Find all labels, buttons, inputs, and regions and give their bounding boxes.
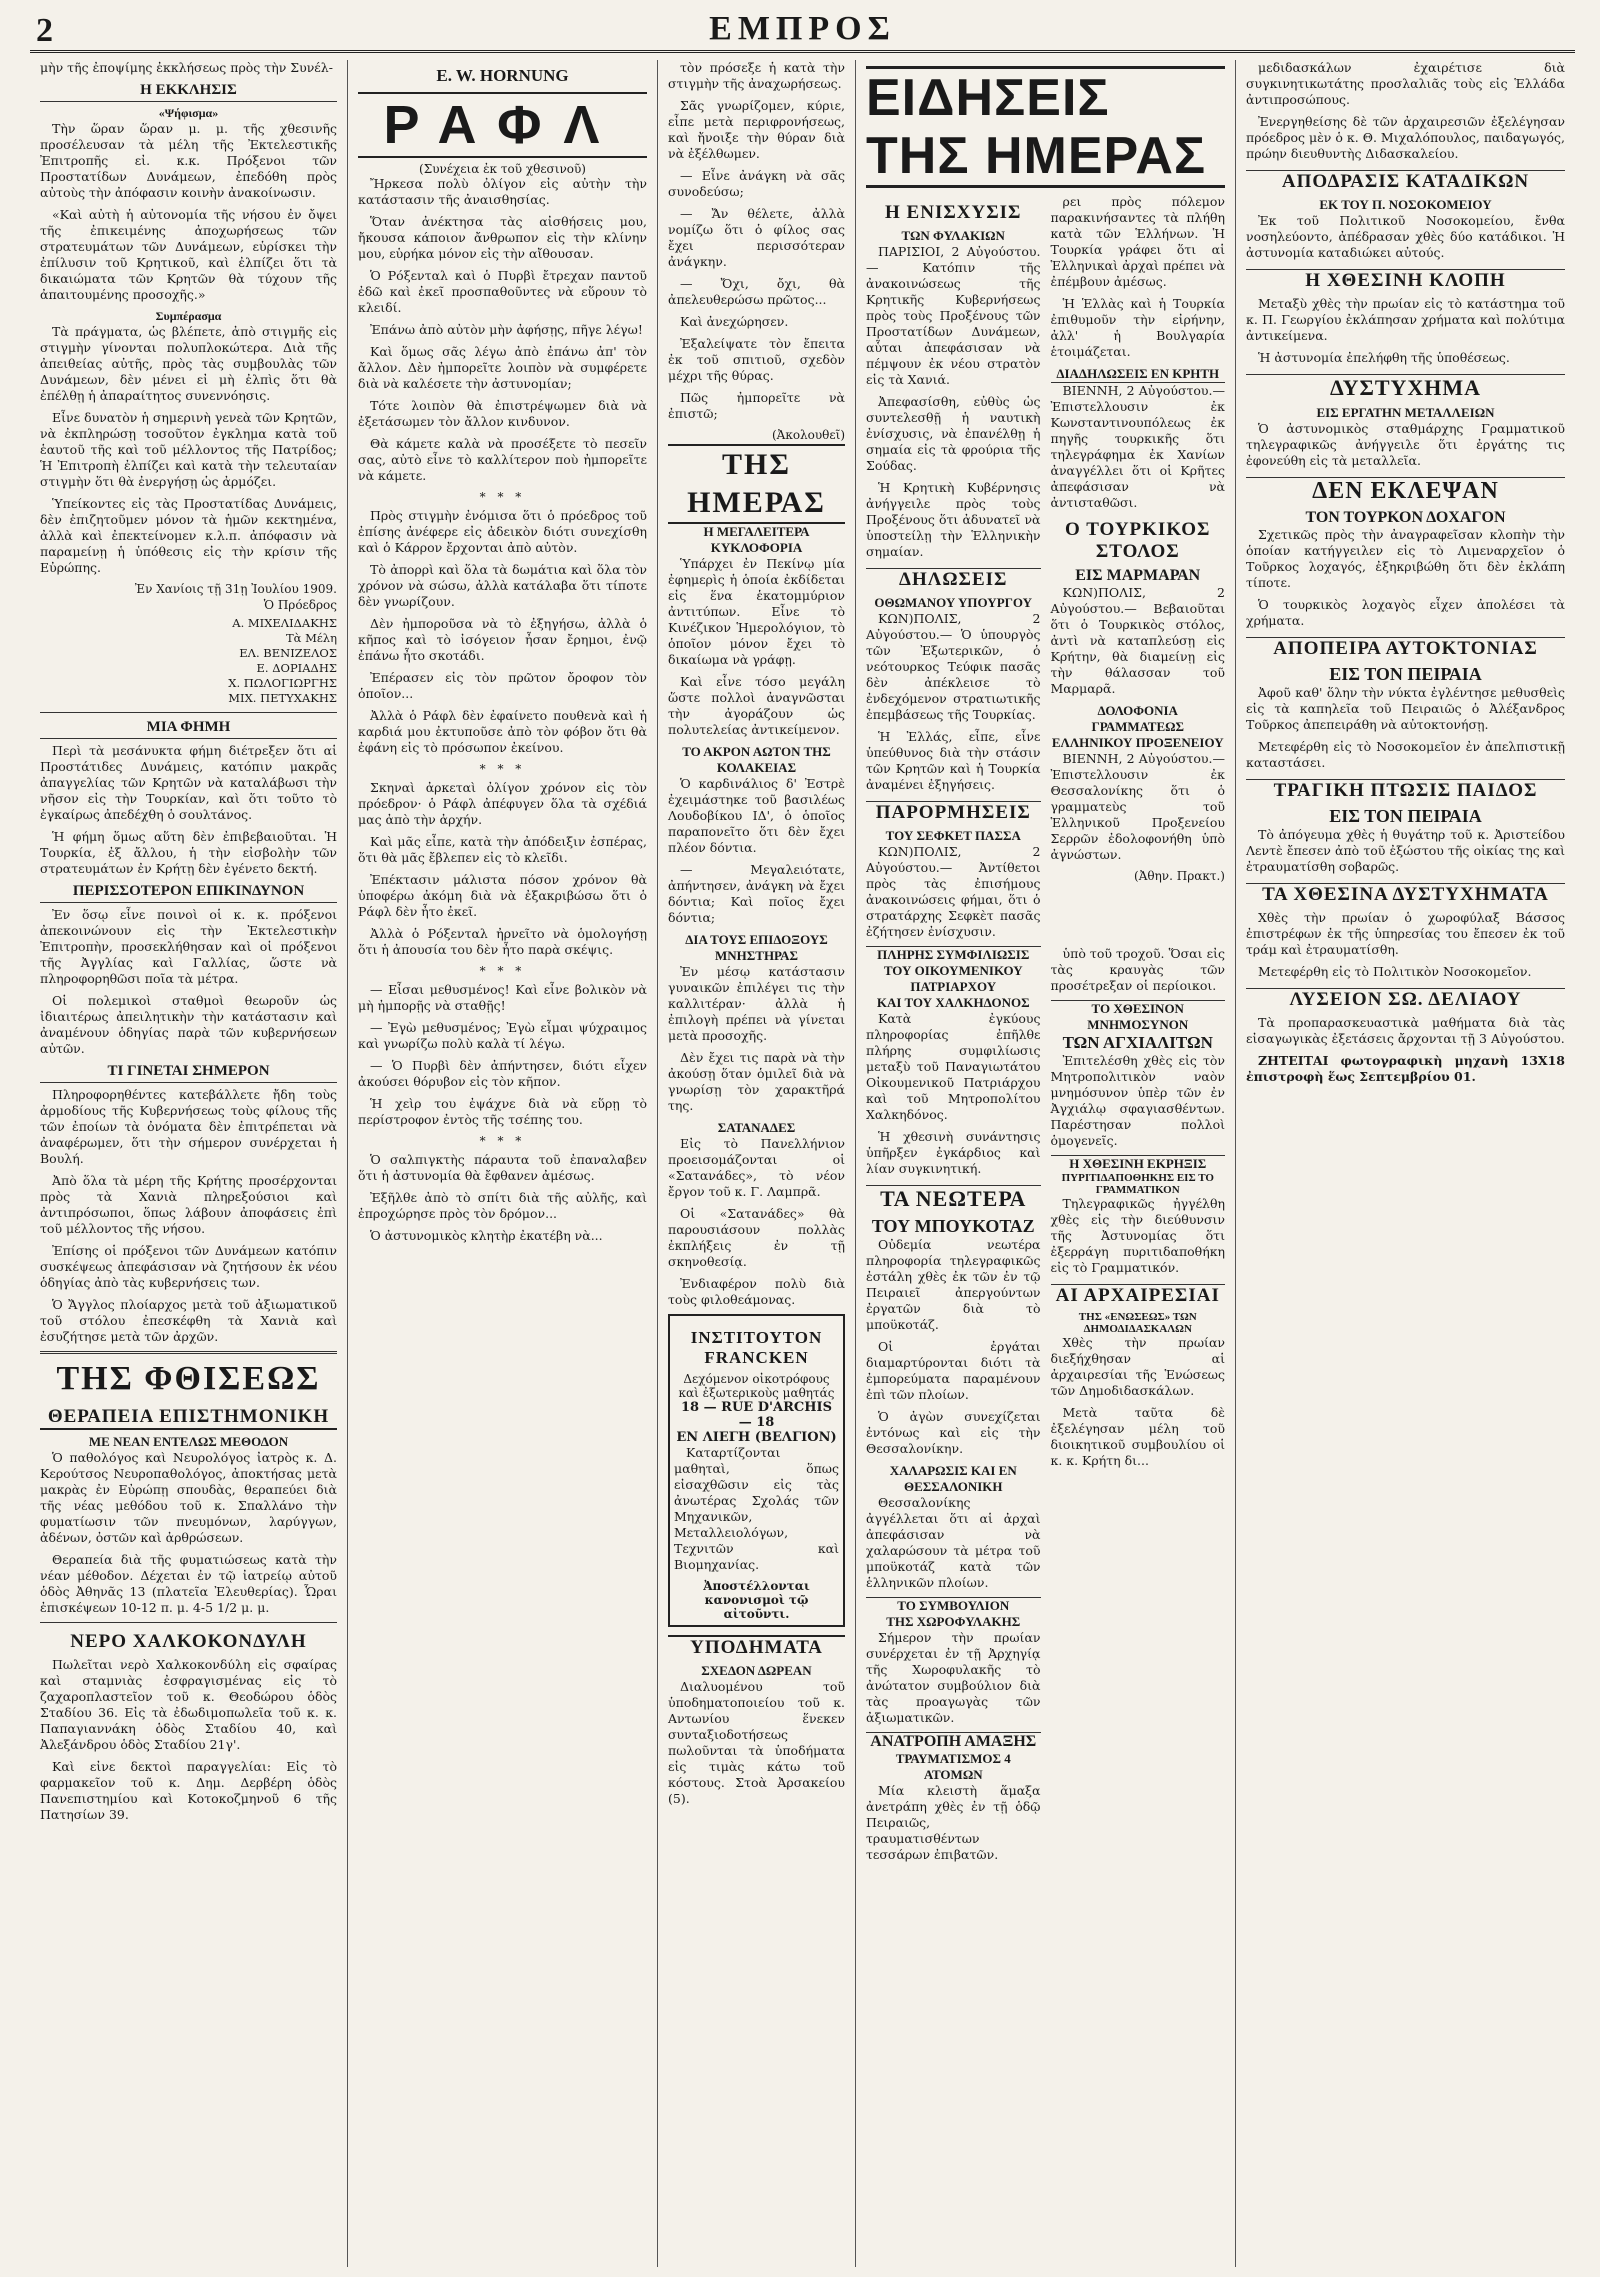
paragraph: Τὴν ὥραν ὥραν μ. μ. τῆς χθεσινῆς προσέλευσαν τὰ μέλη τῆς Ἐκτελεστικῆς Ἐπιτροπῆς εἰ. κ.κ. Πρόξενοι τῶν Προστατίδων Δυνάμεων, ἐπεδόθη πρὸς αὐτοὺς τὴν ἀπόφασιν κοινὴν ἀνακοίνωσιν. xyxy=(40,121,337,200)
paragraph: Τὸ ἀπορρὶ καὶ ὅλα τὰ δωμάτια καὶ ὅλα τὸν χρόνον νὰ σώσω, ἀλλὰ κατάλαβα ὅτι τίποτε δὲν γνωρίζουν. xyxy=(358,562,647,609)
paragraph: Ἐνεργηθείσης δὲ τῶν ἀρχαιρεσιῶν ἐξελέγησαν πρόεδρος μὲν ὁ κ. Θ. Μιχαλόπουλος, παιδαγωγός, πρώην διευθυντὴς Διδασκαλείου. xyxy=(1246,114,1565,161)
paragraph: Ἀφοῦ καθ' ὅλην τὴν νύκτα ἐγλέντησε μεθυσθεὶς εἰς τὰ καπηλεῖα τοῦ Πειραιῶς ὁ Ἀλέξανδρος Τοῦρκος ἀπεπειράθη νὰ αὐτοκτονήσῃ. xyxy=(1246,685,1565,732)
paragraph: — Ἄν θέλετε, ἀλλὰ νομίζω ὅτι ὁ φίλος σας ἔχει περισσότεραν ἀνάγκην. xyxy=(668,206,845,269)
paragraph: Σκηναὶ ἀρκεταὶ ὀλίγον χρόνον εἰς τὸν πρόεδρον· ὁ Ράφλ ἀπέφυγεν ὅλα τὰ σχέδιά μας ἀπὸ τὴν ἀρχήν. xyxy=(358,780,647,827)
paragraph: Ἡ χεὶρ του ἐψάχνε διὰ νὰ εὕρῃ τὸ περίστροφον ἐντὸς τῆς τσέπης του. xyxy=(358,1096,647,1127)
news-two-columns xyxy=(866,194,1225,946)
news-subtitle: ΤΡΑΥΜΑΤΙΣΜΟΣ 4 ΑΤΟΜΩΝ xyxy=(895,1751,1011,1782)
news-title: ΠΑΡΟΡΜΗΣΕΙΣ xyxy=(866,801,1041,824)
paragraph: Τηλεγραφικῶς ἠγγέλθη χθὲς εἰς τὴν διεύθυνσιν τῆς Ἀστυνομίας ὅτι ἐξερράγη πυριτιδαποθήκη εἰς τὸ Γραμματικόν. xyxy=(1050,1196,1225,1275)
news-subtitle: ΠΥΡΙΤΙΔΑΠΟΘΗΚΗΣ ΕΙΣ ΤΟ ΓΡΑΜΜΑΤΙΚΟΝ xyxy=(1061,1172,1214,1196)
paragraph: Καὶ μᾶς εἶπε, κατὰ τὴν ἀπόδειξιν ἐσπέρας, ὅτι θὰ μᾶς ἔβλεπεν εἰς τὸ κλεῖδι. xyxy=(358,834,647,865)
news-title: ΑΠΟΠΕΙΡΑ ΑΥΤΟΚΤΟΝΙΑΣ xyxy=(1246,637,1565,660)
paragraph: Ὑπάρχει ἐν Πεκίνῳ μία ἐφημερὶς ἡ ὁποία ἐκδίδεται εἰς ἕνα ἑκατομμύριον ἀντιτύπων. Εἶνε τὸ Κινέζικον Ἡμερολόγιον, τὸ ὁποῖον μόνον ἔχει τὸ δικαίωμα νὰ γράφῃ. xyxy=(668,556,845,667)
paragraph: Ἐνδιαφέρον πολὺ διὰ τοὺς φιλοθεάμονας. xyxy=(668,1276,845,1307)
column-3 xyxy=(658,60,856,2267)
paragraph: Δὲν ἔχει τις παρὰ νὰ τὴν ἀκούσῃ ὅταν ὁμιλεῖ διὰ νὰ γνωρίσῃ τὸν χαρακτῆρά της. xyxy=(668,1050,845,1113)
divider xyxy=(40,1622,337,1623)
paragraph: ΚΩΝ)ΠΟΛΙΣ, 2 Αὐγούστου.— Ὁ ὑπουργὸς τῶν Ἐξωτερικῶν, ὁ νεότουρκος Τεύφικ πασᾶς δὲν ἀπέκλεισε τὸ ἐνδεχόμενον στρατιωτικῆς ἐπεμβάσεως τῆς Τουρκίας. xyxy=(866,611,1041,722)
news-title: ΤΟ ΧΘΕΣΙΝΟΝ ΜΝΗΜΟΣΥΝΟΝ xyxy=(1051,1000,1226,1033)
paragraph: ὑπὸ τοῦ τροχοῦ. Ὅσαι εἰς τὰς κραυγὰς τῶν προσέτρεξαν οἱ περίοικοι. xyxy=(1050,946,1225,993)
paragraph: Ἐν ὅσῳ εἶνε ποινοὶ οἱ κ. κ. πρόξενοι ἀπεκοινώνουν εἰς τὴν Ἐκτελεστικὴν Ἐπιτροπὴν, προσεκλήθησαν καὶ οἱ πρόξενοι τῆς Ἀγγλίας καὶ Γαλλίας, ὥστε νὰ πληροφορηθῶσι ποῖα τὰ μέτρα. xyxy=(40,907,337,986)
subsection-title: ΣΑΤΑΝΑΔΕΣ xyxy=(717,1120,796,1135)
news-subcolumn-right xyxy=(1051,946,1226,1869)
news-of-the-day-title: ΕΙΔΗΣΕΙΣ ΤΗΣ ΗΜΕΡΑΣ xyxy=(866,66,1225,188)
paragraph: Σχετικῶς πρὸς τὴν ἀναγραφεῖσαν κλοπὴν τὴν ὁποίαν κατήγγειλεν εἰς τὸ Λιμεναρχεῖον ὁ Τοῦρκος λοχαγός, ἐξηκριβώθη ὅτι δὲν ἐκλάπη τίποτε. xyxy=(1246,527,1565,590)
news-title: ΠΛΗΡΗΣ ΣΥΜΦΙΛΙΩΣΙΣ xyxy=(866,946,1041,963)
news-subtitle: ΤΗΣ ΧΩΡΟΦΥΛΑΚΗΣ xyxy=(886,1614,1021,1629)
column-2 xyxy=(348,60,658,2267)
news-title: ΑΝΑΤΡΟΠΗ ΑΜΑΞΗΣ xyxy=(866,1732,1041,1751)
column-4 xyxy=(856,60,1236,2267)
section-separator: * * * xyxy=(479,1134,526,1148)
paragraph: Σήμερον τὴν πρωίαν συνέρχεται ἐν τῇ Ἀρχηγίᾳ τῆς Χωροφυλακῆς τὸ ἀνώτατον συμβούλιον διὰ τὰς προαγωγὰς τῶν ἀξιωματικῶν. xyxy=(866,1630,1041,1725)
news-subcolumn-right xyxy=(1051,194,1226,946)
news-two-columns-lower xyxy=(866,946,1225,1869)
paragraph: ΚΩΝ)ΠΟΛΙΣ, 2 Αὐγούστου.— Βεβαιοῦται ὅτι ὁ Τουρκικὸς στόλος, ἀντὶ νὰ καταπλεύσῃ εἰς Κρήτην, θὰ διαμείνῃ εἰς τὴν θάλασσαν τοῦ Μαρμαρᾶ. xyxy=(1050,585,1225,696)
ad-address: 18 — RUE D'ARCHIS — 18 xyxy=(681,1400,832,1430)
paragraph: Ἀπὸ ὅλα τὰ μέρη τῆς Κρήτης προσέρχονται πρὸς τὰ Χανιὰ πληρεξούσιοι καὶ ἀντιπρόσωποι, ὅπως λάβουν ἀποφάσεις ἐπὶ τοῦ μέλλοντος τῆς νήσου. xyxy=(40,1173,337,1236)
news-subcolumn-left xyxy=(866,946,1041,1869)
signature-title: Ὁ Πρόεδρος xyxy=(263,598,337,612)
section-title-ekklisis: Η ΕΚΚΛΗΣΙΣ xyxy=(40,82,337,102)
paragraph: τὸν πρόσεξε ἡ κατὰ τὴν στιγμὴν τῆς ἀναχωρήσεως. xyxy=(668,60,845,91)
masthead xyxy=(30,8,1575,53)
news-subtitle: ΤΟΝ ΤΟΥΡΚΟΝ ΔΟΧΑΓΟΝ xyxy=(1305,509,1506,526)
news-subtitle: ΕΚ ΤΟΥ Π. ΝΟΣΟΚΟΜΕΙΟΥ xyxy=(1319,197,1492,212)
news-title: ΤΡΑΓΙΚΗ ΠΤΩΣΙΣ ΠΑΙΔΟΣ xyxy=(1246,779,1565,802)
news-title: Η ΕΝΙΣΧΥΣΙΣ xyxy=(885,202,1022,223)
news-subtitle: ΕΙΣ ΤΟΝ ΠΕΙΡΑΙΑ xyxy=(1329,806,1482,826)
paragraph: Χθὲς τὴν πρωίαν ὁ χωροφύλαξ Βάσσος ἐπιστρέφων ἐκ τῆς ὑπηρεσίας του ἔπεσεν ἐκ τοῦ τράμ καὶ ἐτραυματίσθη. xyxy=(1246,910,1565,957)
paragraph: ΠΑΡΙΣΙΟΙ, 2 Αὐγούστου.— Κατόπιν τῆς ἀνακοινώσεως τῆς Κρητικῆς Κυβερνήσεως πρὸς τοὺς Προξένους τῶν Προστατίδων Δυνάμεων, αὗται ἀπεφάσισαν νὰ πέμψουν ἐκ νέου στρατὸν εἰς τὰ Χανιά. xyxy=(866,244,1041,387)
paragraph: Διαλυομένου τοῦ ὑποδηματοποιείου τοῦ κ. Αντωνίου ἕνεκεν συνταξιοδοτήσεως πωλοῦνται τὰ ὑποδήματα εἰς τιμὰς κάτω τοῦ κόστους. Στοὰ Ἀρσακείου (5). xyxy=(668,1679,845,1806)
news-subtitle: ΤΩΝ ΑΓΧΙΑΛΙΤΩΝ xyxy=(1062,1033,1213,1052)
ad-subtitle: ΣΧΕΔΟΝ ΔΩΡΕΑΝ xyxy=(701,1663,812,1678)
news-title: ΧΑΛΑΡΩΣΙΣ ΚΑΙ ΕΝ ΘΕΣΣΑΛΟΝΙΚΗ xyxy=(889,1463,1017,1494)
news-title: ΔΕΝ ΕΚΛΕΨΑΝ xyxy=(1246,477,1565,505)
news-subtitle: ΤΟΥ ΣΕΦΚΕΤ ΠΑΣΣΑ xyxy=(885,828,1021,843)
paragraph: ρει πρὸς πόλεμον παρακινήσαντες τὰ πλήθη κατὰ τῶν Ἑλλήνων. Ἡ Τουρκία γράφει ὅτι αἱ Ἑλληνικαὶ ἀρχαὶ πρέπει νὰ ἐπέμβουν ἀμέσως. xyxy=(1050,194,1225,289)
paragraph: Ὁ Ρόξενταλ καὶ ὁ Πυρβὶ ἔτρεχαν παντοῦ ἐδῶ καὶ ἐκεῖ προσπαθοῦντες νὰ εὕρουν τὸ κλειδί. xyxy=(358,268,647,315)
news-subtitle: ΤΟΥ ΟΙΚΟΥΜΕΝΙΚΟΥ ΠΑΤΡΙΑΡΧΟΥ xyxy=(883,963,1023,994)
paragraph: Ἡ Ἑλλάς, εἶπε, εἶνε ὑπεύθυνος διὰ τὴν στάσιν τῶν Κρητῶν καὶ ἡ Τουρκία ἀναμένει ἐξηγήσεις. xyxy=(866,729,1041,792)
news-subtitle: ΟΘΩΜΑΝΟΥ ΥΠΟΥΡΓΟΥ xyxy=(874,595,1033,610)
news-subtitle-2: ΚΑΙ ΤΟΥ ΧΑΛΚΗΔΟΝΟΣ xyxy=(876,995,1030,1010)
signatories xyxy=(40,616,337,706)
paragraph: Εἰς τὸ Πανελλήνιον προεισομάζονται οἱ «Σατανάδες», τὸ νέον ἔργον τοῦ κ. Γ. Λαμπρᾶ. xyxy=(668,1136,845,1199)
paragraph: ΒΙΕΝΝΗ, 2 Αὐγούστου.— Ἐπιστελλουσιν ἐκ Κωνσταντινουπόλεως ἐκ πηγῆς τουρκικῆς ὅτι τηλεγράφημα ἐκ Χανίων ἀναγγέλλει ὅτι οἱ Κρῆτες ἀπεφάσισαν νὰ ἀντισταθῶσι. xyxy=(1050,383,1225,510)
ad-subtitle: ΘΕΡΑΠΕΙΑ ΕΠΙΣΤΗΜΟΝΙΚΗ xyxy=(40,1406,337,1430)
paragraph: Ἐπίσης οἱ πρόξενοι τῶν Δυνάμεων κατόπιν συσκέψεως ἀπεφάσισαν νὰ ζητήσουν ἐκ νέου ὁδηγίας ἀπὸ τὰς κυβερνήσεις των. xyxy=(40,1243,337,1290)
paragraph: Ἡ Κρητικὴ Κυβέρνησις ἀνήγγειλε πρὸς τοὺς Προξένους ὅτι ἀδυνατεῖ νὰ ὑποστείλῃ τὴν Ἑλληνικὴν σημαίαν. xyxy=(866,480,1041,559)
advertisement-francken xyxy=(668,1314,845,1627)
paragraph: Οἱ πολεμικοὶ σταθμοὶ θεωροῦν ὡς ἰδιαιτέρως ἀπειλητικὴν τὴν κατάστασιν καὶ ἀναμένουν ὁδηγίας παρὰ τῶν κυβερνήσεων αὐτῶν. xyxy=(40,993,337,1056)
news-subtitle: ΤΩΝ ΦΥΛΑΚΙΩΝ xyxy=(901,228,1005,243)
signatory: Χ. ΠΩΛΟΓΙΩΡΓΗΣ xyxy=(228,676,337,690)
ad-title: ΙΝΣΤΙΤΟΥΤΟΝ FRANCKEN xyxy=(690,1328,823,1367)
paragraph: Καὶ ὅμως σᾶς λέγω ἀπὸ ἐπάνω ἀπ' τὸν ἄλλον. Δὲν ἠμπορεῖτε λοιπὸν νὰ συμφέρετε διὰ νὰ καλέσετε τὴν ἀστυνομίαν; xyxy=(358,344,647,391)
paragraph: Καταρτίζονται μαθηταὶ, ὅπως εἰσαχθῶσιν εἰς τὰς ἀνωτέρας Σχολάς τῶν Μηχανικῶν, Μεταλλειολόγων, Τεχνιτῶν καὶ Βιομηχανίας. xyxy=(674,1445,839,1572)
paragraph: Θὰ κάμετε καλὰ νὰ προσέξετε τὸ πεσεῖν σας, αὐτὸ εἶνε τὸ καλλίτερον ποὺ ἠμπορεῖτε νὰ κάμετε. xyxy=(358,436,647,483)
paragraph: Ἐπάνω ἀπὸ αὐτὸν μὴν ἀφήσῃς, πῆγε λέγω! xyxy=(370,322,643,337)
news-title: ΛΥΣΕΙΟΝ ΣΩ. ΔΕΛΙΑΟΥ xyxy=(1246,988,1565,1011)
news-title: ΔΥΣΤΥΧΗΜΑ xyxy=(1246,374,1565,401)
paragraph: Θεραπεία διὰ τῆς φυματιώσεως κατὰ τὴν νέαν μέθοδον. Δέχεται ἐν τῷ ἰατρείῳ αὐτοῦ ὁδὸς Ἀθηνᾶς 13 (πλατεῖα Ἐλευθερίας). Ὧραι ἐπισκέψεων 10-12 π. μ. 4-5 1/2 μ. μ. xyxy=(40,1552,337,1615)
ad-subtitle-2: ΜΕ ΝΕΑΝ ΕΝΤΕΛΩΣ ΜΕΘΟΔΟΝ xyxy=(88,1434,289,1449)
section-subtitle: «Ψήφισμα» xyxy=(158,106,219,120)
news-subcolumn-left xyxy=(866,194,1041,946)
section-title-fimi: ΜΙΑ ΦΗΜΗ xyxy=(40,719,337,739)
paragraph: Κατὰ ἐγκύους πληροφορίας ἐπῆλθε πλήρης συμφιλίωσις μεταξὺ τοῦ Παναγιωτάτου Οἰκουμενικοῦ Πατριάρχου καὶ τοῦ Μητροπολίτου Χαλκηδόνος. xyxy=(866,1011,1041,1122)
source-note: (Ἀθην. Πρακτ.) xyxy=(1134,869,1225,883)
news-subtitle: ΕΙΣ ΕΡΓΑΤΗΝ ΜΕΤΑΛΛΕΙΩΝ xyxy=(1316,405,1495,420)
paragraph: Οἱ «Σατανάδες» θὰ παρουσιάσουν πολλὰς ἐκπλήξεις ἐν τῇ σκηνοθεσίᾳ. xyxy=(668,1206,845,1269)
paragraph: Τότε λοιπὸν θὰ ἐπιστρέψωμεν διὰ νὰ ἐξετάσωμεν τὸν ἄλλον κινδυνον. xyxy=(358,398,647,429)
paragraph: Καὶ ἀνεχώρησεν. xyxy=(680,314,789,329)
paragraph: — Εἶσαι μεθυσμένος! Καὶ εἶνε βολικὸν νὰ μὴ ἠμπορῇς νὰ σταθῇς! xyxy=(358,982,647,1013)
paragraph: Τὰ πράγματα, ὡς βλέπετε, ἀπὸ στιγμῆς εἰς στιγμὴν γίνονται πολυπλοκώτερα. Διὰ τῆς ἀπειθείας αὐτῆς, πρὸς τὰς συμβουλὰς τῶν Δυνάμεων, δὲν μένει εἰ μὴ ἐλπὶς ὅτι θὰ ἐπέλθῃ ἡ ἀπαραίτητος συνεννόησις. xyxy=(40,324,337,403)
paragraph: — Ἐγὼ μεθυσμένος; Ἐγὼ εἶμαι ψύχραιμος καὶ γνωρίζω πολὺ καλὰ τί λέγω. xyxy=(358,1020,647,1051)
section-title-ti-ginetai: ΤΙ ΓΙΝΕΤΑΙ ΣΗΜΕΡΟΝ xyxy=(40,1063,337,1083)
dateline: Ἐν Χανίοις τῇ 31ῃ Ἰουλίου 1909. xyxy=(134,582,337,596)
paragraph: Ἐν μέσῳ κατάστασιν γυναικῶν ἐπιλέγει τις τὴν καλλιτέραν· ἀλλὰ ἡ ἐπιλογὴ πρέπει νὰ γίνεται μετὰ προσοχῆς. xyxy=(668,964,845,1043)
paragraph: Ἤρκεσα πολὺ ὀλίγον εἰς αὐτὴν τὴν κατάστασιν τῆς ἀναισθησίας. xyxy=(358,176,647,207)
section-title-tis-imeras: ΤΗΣ ΗΜΕΡΑΣ xyxy=(668,444,845,524)
news-subtitle: ΕΙΣ ΤΟΝ ΠΕΙΡΑΙΑ xyxy=(1329,664,1482,684)
column-1 xyxy=(30,60,348,2267)
news-title: ΔΟΛΟΦΟΝΙΑ ΓΡΑΜΜΑΤΕΩΣ xyxy=(1091,703,1185,734)
paragraph: μεδιδασκάλων ἐχαιρέτισε διὰ συγκινητικωτάτης προσλαλιᾶς τοὺς εἰς Ἑλλάδα ἀντιπροσώπους. xyxy=(1246,60,1565,107)
paper-name: ΕΜΠΡΟΣ xyxy=(709,10,896,47)
news-subtitle: ΤΟΥ ΜΠΟΥΚΟΤΑΖ xyxy=(871,1216,1035,1236)
news-title: Η ΧΘΕΣΙΝΗ ΚΛΟΠΗ xyxy=(1246,269,1565,292)
paragraph: Πληροφορηθέντες κατεβάλλετε ἤδη τοὺς ἀρμοδίους τῆς Κυβερνήσεως τοὺς φίλους τῆς τῶν ἐποίων τὰ ὀνόματα δὲν ἐπιτρέπεται νὰ ἀναφέρωμεν, ὅτι τὴν σήμερον συνέρχεται ἡ Βουλή. xyxy=(40,1087,337,1166)
paragraph: Ἐξῆλθε ἀπὸ τὸ σπίτι διὰ τῆς αὐλῆς, καὶ ἐπροχώρησε πρὸς τὸν δρόμον... xyxy=(358,1190,647,1221)
paragraph: Καὶ εἰνε δεκτοὶ παραγγελίαι: Εἰς τὸ φαρμακεῖον τοῦ κ. Δημ. Δερβέρη ὁδὸς Πανεπιστημίου καὶ Κοτοκοζμηνοῦ 6 τῆς Πατησίων 39. xyxy=(40,1759,337,1822)
signatory: ΕΛ. ΒΕΝΙΖΕΛΟΣ xyxy=(239,646,337,660)
paragraph: Ἀπεφασίσθη, εὐθὺς ὡς συντελεσθῇ ἡ ναυτικὴ ἐνίσχυσις, νὰ ἐπανέλθῃ ἡ σημαία εἰς τὰ φρούρια τῆς Σούδας. xyxy=(866,394,1041,473)
paragraph: Τὰ προπαρασκευαστικὰ μαθήματα διὰ τὰς εἰσαγωγικὰς ἐξετάσεις ἄρχονται τῇ 3 Αὐγούστου. xyxy=(1246,1015,1565,1046)
signatory: Τὰ Μέλη xyxy=(285,631,337,645)
news-title: ΤΟ ΣΥΜΒΟΥΛΙΟΝ xyxy=(866,1597,1041,1614)
paragraph: Ὁ παθολόγος καὶ Νευρολόγος ἰατρὸς κ. Δ. Κερούτσος Νευροπαθολόγος, ἀποκτήσας μετὰ μακρὰς ἐν Εὐρώπῃ σπουδὰς, θεραπεύει διὰ τῆς νέας μεθόδου τοῦ κ. Σπαλλάνο τὴν φυματίωσιν τῶν πνευμόνων, λαρύγγων, ἀδένων, ὀστῶν καὶ ἀρθρώσεων. xyxy=(40,1450,337,1545)
paragraph: Σᾶς γνωρίζομεν, κύριε, εἶπε μετὰ περιφρονήσεως, καὶ ἤνοιξε τὴν θύραν διὰ νὰ ἐξέλθωμεν. xyxy=(668,98,845,161)
paragraph: ΚΩΝ)ΠΟΛΙΣ, 2 Αὐγούστου.— Ἀντίθετοι πρὸς τὰς ἐπισήμους ἀνακοινώσεις φήμαι, ὅτι ὁ στρατάρχης Σεφκὲτ πασᾶς ἐζήτησεν ἐνίσχυσιν. xyxy=(866,844,1041,939)
paragraph: ΖΗΤΕΙΤΑΙ φωτογραφικὴ μηχανὴ 13Χ18 ἐπιστροφὴ ἕως Σεπτεμβρίου 01. xyxy=(1246,1053,1565,1084)
paragraph: Δὲν ἠμποροῦσα νὰ τὸ ἐξηγήσω, ἀλλὰ ὁ κῆπος καὶ τὸ ἰσόγειον ἦσαν ἔρημοι, ἐνῷ ἐπάνω ἦτο σκοτάδι. xyxy=(358,616,647,663)
lead-text: μὴν τῆς ἐποψίμης ἐκκλήσεως πρὸς τὴν Συνέλ- xyxy=(40,60,333,75)
news-title: ΔΗΛΩΣΕΙΣ xyxy=(866,568,1041,591)
paragraph: «Καὶ αὐτὴ ἡ αὐτονομία τῆς νήσου ἐν ὄψει τῆς ἐπικειμένης ἀποχωρήσεως τῶν στρατευμάτων τῶν Δυνάμεων, εὑρίσκει τὴν ἐπίλυσιν τοῦ Κρητικοῦ, καὶ ἐλπίζει ὅτι τὰ δικαιώματα τῶν Κρητῶν θὰ τύχουν τῆς ἀπαιτουμένης προσοχῆς.» xyxy=(40,207,337,302)
paragraph: Τὸ ἀπόγευμα χθὲς ἡ θυγάτηρ τοῦ κ. Ἀριστείδου Λεντὲ ἔπεσεν ἀπὸ τοῦ ἐξώστου τῆς οἰκίας της καὶ ἐτραυματίσθη σοβαρῶς. xyxy=(1246,827,1565,874)
paragraph: Περὶ τὰ μεσάνυκτα φήμη διέτρεξεν ὅτι αἱ Προστάτιδες Δυνάμεις, κατόπιν μακρᾶς ἀπαγγελίας τῶν Κρητῶν νὰ καταλάβωσι τὴν νῆσον εἰς τὴν Τουρκίαν, καὶ ὅτι τοῦτο τὸ ἐγκαίρως ἀπεδέχθη ὁ σουλτάνος. xyxy=(40,743,337,822)
paragraph: Ὁ σαλπιγκτὴς πάραυτα τοῦ ἐπαναλαβεν ὅτι ἡ ἀστυνομία θὰ ἔφθανεν ἀμέσως. xyxy=(358,1152,647,1183)
paragraph: Θεσσαλονίκης ἀγγέλλεται ὅτι αἱ ἀρχαὶ ἀπεφάσισαν νὰ χαλαρώσουν τὰ μέτρα τοῦ μποϋκοτάζ κατὰ τῶν ἑλληνικῶν πλοίων. xyxy=(866,1495,1041,1590)
news-title: Ο ΤΟΥΡΚΙΚΟΣ ΣΤΟΛΟΣ xyxy=(1065,519,1211,562)
news-subtitle: ΕΙΣ ΜΑΡΜΑΡΑΝ xyxy=(1075,567,1201,584)
paragraph: Πῶς ἠμπορεῖτε νὰ ἐπιστῶ; xyxy=(668,390,845,421)
paragraph: Ὁ ἀγὼν συνεχίζεται ἐντόνως καὶ εἰς τὴν Θεσσαλονίκην. xyxy=(866,1409,1041,1456)
paragraph: Ἐκ τοῦ Πολιτικοῦ Νοσοκομείου, ἔνθα νοσηλεύοντο, ἀπέδρασαν χθὲς δύο κατάδικοι. Ἡ ἀστυνομία καταδιώκει αὐτούς. xyxy=(1246,213,1565,260)
serial-title: ΡΑΦΛ xyxy=(358,92,647,158)
paragraph: Πρὸς στιγμὴν ἐνόμισα ὅτι ὁ πρόεδρος τοῦ ἐπίσης ἀνέφερε εἰς ἀδεικὸν διότι συνεχίσθη καὶ ὁ Κάρρον ἔρχονται ἀπὸ αὐτὸν. xyxy=(358,508,647,555)
paragraph: Πωλεῖται νερὸ Χαλκοκονδύλη εἰς σφαίρας καὶ σταμνιὰς ἐσφραγισμένας εἰς τὸ ζαχαροπλαστεῖον τοῦ κ. Θεοδώρου ὁδὸς Σταδίου 36. Εἰς τὰ ἐδωδιμοπωλεῖα τοῦ κ. κ. Παπαγιαννάκη ὁδὸς Σταδίου 40, καὶ Ἀλεξάνδρου ὁδὸς Σταδίου 21γ'. xyxy=(40,1657,337,1752)
paragraph: Ἐξαλείψατε τὸν ἔπειτα ἐκ τοῦ σπιτιοῦ, σχεδὸν μέχρι τῆς θύρας. xyxy=(668,336,845,383)
paragraph: — Ὄχι, ὄχι, θὰ ἀπελευθερώσω πρῶτος... xyxy=(668,276,845,307)
section-separator: * * * xyxy=(479,964,526,978)
paragraph: Ἀλλὰ ὁ Ράφλ δὲν ἐφαίνετο πουθενὰ καὶ ἡ καρδιά μου ἐκτυποῦσε ἀπὸ τὸν φόβον ὅτι θὰ ἐφάνη εἰς τὸ πρόσωπον ἐκείνου. xyxy=(358,708,647,755)
paragraph: — Ὁ Πυρβὶ δὲν ἀπήντησεν, διότι εἶχεν ἀκούσει θόρυβον εἰς τὸν κῆπον. xyxy=(358,1058,647,1089)
paragraph: Μεταξὺ χθὲς τὴν πρωίαν εἰς τὸ κατάστημα τοῦ κ. Π. Γεωργίου ἐκλάπησαν χρήματα καὶ πολύτιμα ἀντικείμενα. xyxy=(1246,296,1565,343)
serial-subtitle: (Συνέχεια ἐκ τοῦ χθεσινοῦ) xyxy=(419,162,586,176)
paragraph: Μετεφέρθη εἰς τὸ Νοσοκομεῖον ἐν ἀπελπιστικῇ καταστάσει. xyxy=(1246,739,1565,770)
paragraph: Ὁ τουρκικὸς λοχαγὸς εἶχεν ἀπολέσει τὰ χρήματα. xyxy=(1246,597,1565,628)
paragraph: Ὁ ἀστυνομικὸς κλητὴρ ἐκατέβη νὰ... xyxy=(370,1228,603,1243)
news-title: ΑΠΟΔΡΑΣΙΣ ΚΑΤΑΔΙΚΩΝ xyxy=(1246,170,1565,193)
paragraph: Ἡ χθεσινὴ συνάντησις ὑπῆρξεν ἐγκάρδιος καὶ λίαν συγκινητική. xyxy=(866,1129,1041,1176)
paragraph: Ἀλλὰ ὁ Ρόξενταλ ἠρνεῖτο νὰ ὁμολογήσῃ ὅτι ἡ ἀπουσία του δὲν ἦτο παρὰ σκέψις. xyxy=(358,926,647,957)
paragraph: Ὑπείκοντες εἰς τὰς Προστατίδας Δυνάμεις, δὲν ἐπιζητοῦμεν μόνον τὰ ἡμῶν κεκτημένα, ἀλλὰ καὶ ἐπεκτείνομεν κ.λ.π. ἀπόφασιν νὰ παραμείνῃ ἡ ὑπόθεσις εἰς τὴν κρίσιν τῆς Εὐρώπης. xyxy=(40,496,337,575)
paragraph: — Εἶνε ἀνάγκη νὰ σᾶς συνοδεύσω; xyxy=(668,168,845,199)
news-title: Η ΧΘΕΣΙΝΗ ΕΚΡΗΞΙΣ xyxy=(1051,1155,1226,1172)
paragraph: Ὅταν ἀνέκτησα τὰς αἰσθήσεις μου, ἤκουσα κάποιον ἄνθρωπον εἰς τὴν κλίνην μου, εὑρήκα μόνον εἰς τὴν αἴθουσαν. xyxy=(358,214,647,261)
ad-footer: Ἀποστέλλονται κανονισμοὶ τῷ αἰτοῦντι. xyxy=(703,1579,810,1621)
news-title: ΤΑ ΝΕΩΤΕΡΑ xyxy=(866,1185,1041,1212)
paragraph: Ἡ Ἑλλὰς καὶ ἡ Τουρκία ἐπιθυμοῦν τὴν εἰρήνην, ἀλλ' ἡ Βουλγαρία ἑτοιμάζεται. xyxy=(1050,296,1225,359)
paragraph: Οὐδεμία νεωτέρα πληροφορία τηλεγραφικῶς ἐστάλη χθὲς ἐκ τῶν ἐν τῷ Πειραιεῖ ἀπεργούντων ἐργατῶν διὰ τὸ μποϋκοτάζ. xyxy=(866,1237,1041,1332)
signatory: ΜΙΧ. ΠΕΤΥΧΑΚΗΣ xyxy=(228,691,337,705)
paragraph: — Μεγαλειότατε, ἀπήντησεν, ἀνάγκη νὰ ἔχει δόντια; Καὶ ποῖος ἔχει δόντια; xyxy=(668,862,845,925)
signatory: Α. ΜΙΧΕΛΙΔΑΚΗΣ xyxy=(232,616,337,630)
ad-title-nero: ΝΕΡΟ ΧΑΛΚΟΚΟΝΔΥΛΗ xyxy=(70,1631,307,1652)
column-5 xyxy=(1236,60,1575,2267)
news-title: ΑΙ ΑΡΧΑΙΡΕΣΙΑΙ xyxy=(1051,1284,1226,1307)
news-title: ΤΑ ΧΘΕΣΙΝΑ ΔΥΣΤΥΧΗΜΑΤΑ xyxy=(1246,883,1565,906)
paragraph: Ἐπέκτασιν μάλιστα πόσον χρόνον θὰ ὑποφέρω ἀκόμη διὰ νὰ ἐξακριβώσω ὅτι ὁ Ράφλ δὲν ἦτο ἐκεῖ. xyxy=(358,872,647,919)
divider xyxy=(40,1351,337,1354)
news-subtitle: ΕΛΛΗΝΙΚΟΥ ΠΡΟΞΕΝΕΙΟΥ xyxy=(1051,735,1224,750)
paragraph: Ἡ ἀστυνομία ἐπελήφθη τῆς ὑποθέσεως. xyxy=(1258,350,1510,365)
ad-city: ΕΝ ΛΙΕΓΗ (ΒΕΛΓΙΟΝ) xyxy=(676,1430,837,1445)
paragraph: Ὁ Ἄγγλος πλοίαρχος μετὰ τοῦ ἀξιωματικοῦ τοῦ στόλου ἐπεσκέφθη τὰ Χανιὰ καὶ ἐσυζήτησε μετὰ τῶν ἀρχῶν. xyxy=(40,1297,337,1344)
section-title-symperasma: Συμπέρασμα xyxy=(155,309,222,323)
paragraph: ΒΙΕΝΝΗ, 2 Αὐγούστου.— Ἐπιστελλουσιν ἐκ Θεσσαλονίκης ὅτι ὁ γραμματεὺς τοῦ Ἑλληνικοῦ Προξενείου Σερρῶν ἐδολοφονήθη ὑπὸ ἀγνώστων. xyxy=(1050,751,1225,862)
paragraph: Χθὲς τὴν πρωίαν διεξήχθησαν αἱ ἀρχαιρεσίαι τῆς Ἑνώσεως τῶν Δημοδιδασκάλων. xyxy=(1050,1335,1225,1398)
paragraph: Καὶ εἶνε τόσο μεγάλη ὥστε πολλοὶ ἀναγνῶσται τὴν ἀγοράζουν ὡς πολυτελείας ἀντικείμενον. xyxy=(668,674,845,737)
paragraph: Ὁ ἀστυνομικὸς σταθμάρχης Γραμματικοῦ τηλεγραφικῶς ἀνήγγειλε ὅτι ἐργάτης τις ἐφονεύθη εἰς τὰ μεταλλεῖα. xyxy=(1246,421,1565,468)
signatory: Ε. ΔΟΡΙΑΔΗΣ xyxy=(256,661,337,675)
news-title: ΔΙΑΔΗΛΩΣΕΙΣ ΕΝ ΚΡΗΤΗ xyxy=(1051,366,1226,383)
continued-note: (Ἀκολουθεῖ) xyxy=(771,428,845,442)
divider xyxy=(40,712,337,713)
subsection-title: ΔΙΑ ΤΟΥΣ ΕΠΙΔΟΞΟΥΣ ΜΝΗΣΤΗΡΑΣ xyxy=(685,932,828,963)
paragraph: Οἱ ἐργάται διαμαρτύρονται διότι τὰ ἐμπορεύματα παραμένουν ἐπὶ τῶν πλοίων. xyxy=(866,1339,1041,1402)
advertisement-fthiseos xyxy=(40,1360,337,1616)
ad-title-ypodimata: ΥΠΟΔΗΜΑΤΑ xyxy=(668,1635,845,1659)
paragraph: Ἡ φήμη ὅμως αὕτη δὲν ἐπιβεβαιοῦται. Ἡ Τουρκία, ἐξ ἄλλου, ἡ τὴν εἰσβολὴν τῶν στρατευμάτων ἐν Κρήτῃ δὲν ἐγένετο δεκτή. xyxy=(40,829,337,876)
paragraph: Ὁ καρδινάλιος δ' Ἐστρὲ ἐχειμάστηκε τοῦ βασιλέως Λουδοβίκου ΙΔ', ὁ ὁποῖος παραπονεῖτο ὅτι δὲν ἔχει πλέον δόντια. xyxy=(668,776,845,855)
ad-title: ΤΗΣ ΦΘΙΣΕΩΣ xyxy=(56,1360,321,1397)
paragraph: Μία κλειστὴ ἅμαξα ἀνετράπη χθὲς ἐν τῇ ὁδῷ Πειραιῶς, τραυματισθέντων τεσσάρων ἐπιβατῶν. xyxy=(866,1783,1041,1862)
section-separator: * * * xyxy=(479,762,526,776)
subsection-title: Η ΜΕΓΑΛΕΙΤΕΡΑ ΚΥΚΛΟΦΟΡΙΑ xyxy=(703,524,810,555)
paragraph: Ἐπιτελέσθη χθὲς εἰς τὸν Μητροπολιτικὸν ναὸν μνημόσυνον ὑπὲρ τῶν ἐν Ἀγχιάλῳ σφαγιασθέντων. Παρέστησαν πολλοὶ ὁμογενεῖς. xyxy=(1050,1053,1225,1148)
section-title-epikindynon: ΠΕΡΙΣΣΟΤΕΡΟΝ ΕΠΙΚΙΝΔΥΝΟΝ xyxy=(40,883,337,903)
subsection-title: ΤΟ ΑΚΡΟΝ ΑΩΤΟΝ ΤΗΣ ΚΟΛΑΚΕΙΑΣ xyxy=(682,744,831,775)
paragraph: Μετὰ ταῦτα δὲ ἐξελέγησαν μέλη τοῦ διοικητικοῦ συμβουλίου οἱ κ. κ. Κρήτη δι... xyxy=(1050,1405,1225,1468)
paragraph: Μετεφέρθη εἰς τὸ Πολιτικὸν Νοσοκομεῖον. xyxy=(1258,964,1532,979)
news-subtitle: ΤΗΣ «ΕΝΩΣΕΩΣ» ΤΩΝ ΔΗΜΟΔΙΔΑΣΚΑΛΩΝ xyxy=(1078,1311,1197,1335)
page-number: 2 xyxy=(36,12,53,49)
section-separator: * * * xyxy=(479,490,526,504)
newspaper-page xyxy=(30,0,1575,2277)
ad-text: Δεχόμενον οἰκοτρόφους καὶ ἐξωτερικοὺς μαθητάς xyxy=(678,1372,835,1400)
paragraph: Εἶνε δυνατὸν ἡ σημερινὴ γενεὰ τῶν Κρητῶν, νὰ ἐκπληρώσῃ τοσοῦτον ἐγκλημα κατὰ τοῦ ἑαυτοῦ τῆς καὶ τοῦ μέλλοντος τῆς Πατρίδος; Ἡ Ἐπιτροπὴ ἐλπίζει καὶ κατὰ τὴν τελευταίαν στιγμὴν ὅτι θὰ ἐνεργήσῃ ὡς ἀρμόζει. xyxy=(40,410,337,489)
author-name: E. W. HORNUNG xyxy=(436,66,569,85)
paragraph: Ἐπέρασεν εἰς τὸν πρῶτον ὄροφον τὸν ὁποῖον... xyxy=(358,670,647,701)
